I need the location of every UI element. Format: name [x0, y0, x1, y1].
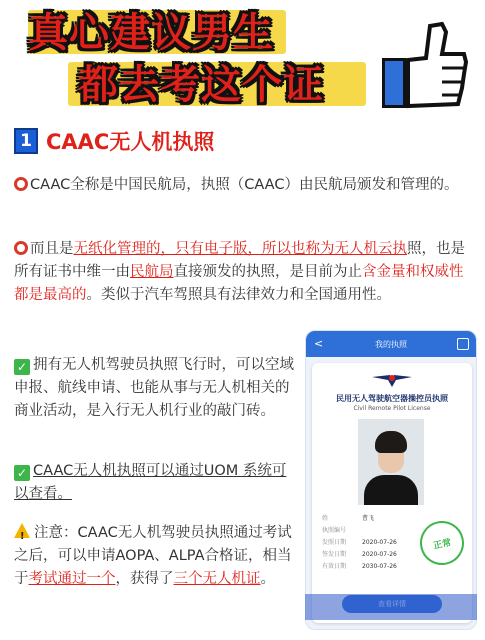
card-title: 民用无人驾驶航空器操控员执照	[336, 394, 448, 403]
card-subtitle: Civil Remote Pilot License	[353, 405, 431, 412]
watermark-overlay	[305, 594, 477, 620]
phone-title: 我的执照	[375, 339, 407, 349]
paragraph-1: CAAC全称是中国民航局，执照（CAAC）由民航局颁发和管理的。	[14, 174, 474, 197]
header-line-2: 都去考这个证	[78, 62, 324, 108]
caac-logo-icon	[370, 371, 414, 389]
info-row: 姓 曹飞	[322, 515, 375, 522]
paragraph-3: ✓ 拥有无人机驾驶员执照飞行时，可以空域申报、航线申请、也能从事与无人机相关的商业活动，是入行无人机行业的敲门砖。	[14, 357, 294, 419]
red-circle-icon	[14, 177, 28, 191]
check-icon: ✓	[14, 359, 30, 375]
paragraph-4: ✓ CAAC无人机执照可以通过UOM 系统可以查看。	[14, 463, 287, 502]
section-title	[14, 126, 214, 156]
info-row: 签发日期 2020-07-26	[322, 551, 397, 558]
section-number-badge: 1	[14, 128, 38, 154]
info-row: 有效日期 2030-07-26	[322, 563, 397, 570]
license-card	[312, 363, 472, 623]
paragraph-2: 而且是无纸化管理的，只有电子版，所以也称为无人机云执照，也是所有证书中维一由民航局直接颁发的执照，是目前为止含金量和权威性都是最高的。类似于汽车驾照具有法律效力和全国通用性。	[14, 241, 465, 303]
header-banner	[0, 0, 485, 120]
red-circle-icon	[14, 241, 28, 255]
info-row: 发照日期 2020-07-26	[322, 539, 397, 546]
thumbs-up-icon	[380, 18, 468, 110]
license-phone-mockup	[305, 330, 477, 630]
paragraph-5: !注意：CAAC无人机驾驶员执照通过考试之后，可以申请AOPA、ALPA合格证，相当于考试通过一个，获得了三个无人机证。	[14, 522, 296, 591]
status-stamp: 正常	[416, 517, 468, 569]
phone-title-bar	[306, 331, 476, 357]
back-icon[interactable]: <	[314, 337, 324, 350]
check-icon: ✓	[14, 465, 30, 481]
pilot-photo	[358, 419, 424, 505]
warning-icon	[14, 523, 30, 538]
info-row: 执照编号	[322, 527, 347, 534]
menu-icon[interactable]	[457, 338, 469, 350]
license-info	[322, 513, 422, 573]
header-line-1: 真心建议男生	[28, 10, 274, 56]
section-title-text: CAAC无人机执照	[46, 130, 215, 154]
